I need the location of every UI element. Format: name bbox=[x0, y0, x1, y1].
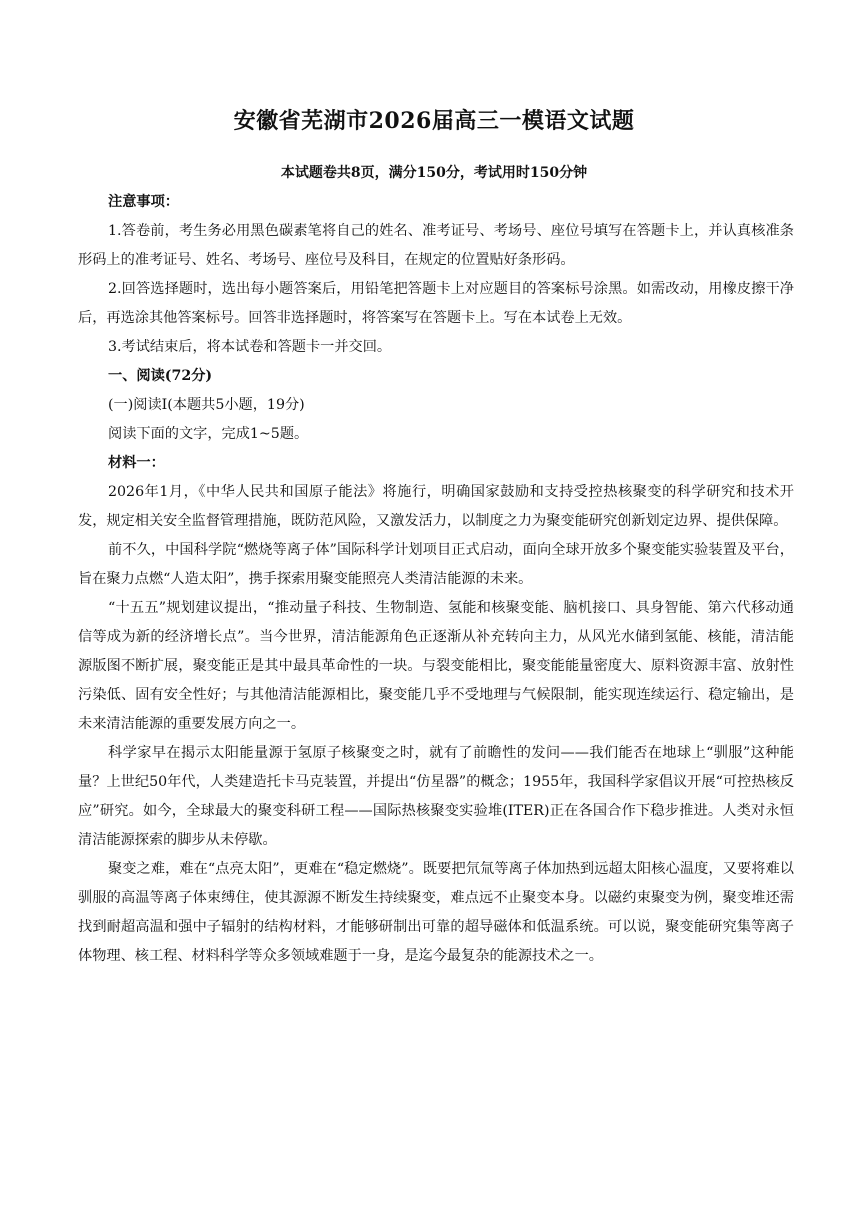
exam-title: 安徽省芜湖市2026届高三一模语文试题 bbox=[233, 108, 635, 134]
notice-item-2: 2.回答选择题时，选出每小题答案后，用铅笔把答题卡上对应题目的答案标号涂黑。如需改动，用橡皮擦干净后，再选涂其他答案标号。回答非选择题时，将答案写在答题卡上。写在本试卷上无效。 bbox=[78, 281, 794, 326]
exam-subtitle: 本试题卷共8页，满分150分，考试用时150分钟 bbox=[280, 165, 588, 181]
notice-heading: 注意事项： bbox=[108, 194, 179, 210]
notice-item-1: 1.答卷前，考生务必用黑色碳素笔将自己的姓名、准考证号、考场号、座位号填写在答题卡上，并认真核准条形码上的准考证号、姓名、考场号、座位号及科目，在规定的位置贴好条形码。 bbox=[78, 223, 794, 268]
exam-content bbox=[78, 188, 794, 971]
material-label: 材料一： bbox=[108, 455, 165, 471]
section-heading: 一、阅读(72分) bbox=[108, 368, 213, 384]
material-paragraph-5: 聚变之难，难在“点亮太阳”，更难在“稳定燃烧”。既要把氘氚等离子体加热到远超太阳核心温度，又要将难以驯服的高温等离子体束缚住，使其源源不断发生持续聚变，难点远不止聚变本身。以磁约束聚变为例，聚变堆还需找到耐超高温和强中子辐射的结构材料，才能够研制出可靠的超导磁体和低温系统。可以说，聚变能研究集等离子体物理、核工程、材料科学等众多领域难题于一身，是迄今最复杂的能源技术之一。 bbox=[78, 861, 794, 964]
material-paragraph-1: 2026年1月，《中华人民共和国原子能法》将施行，明确国家鼓励和支持受控热核聚变的科学研究和技术开发，规定相关安全监督管理措施，既防范风险，又激发活力，以制度之力为聚变能研究创新划定边界、提供保障。 bbox=[78, 484, 794, 529]
material-paragraph-3: “十五五”规划建议提出，“推动量子科技、生物制造、氢能和核聚变能、脑机接口、具身智能、第六代移动通信等成为新的经济增长点”。当今世界，清洁能源角色正逐渐从补充转向主力，从风光水储到氢能、核能，清洁能源版图不断扩展，聚变能正是其中最具革命性的一块。与裂变能相比，聚变能能量密度大、原料资源丰富、放射性污染低、固有安全性好；与其他清洁能源相比，聚变能几乎不受地理与气候限制，能实现连续运行、稳定输出，是未来清洁能源的重要发展方向之一。 bbox=[78, 600, 794, 732]
section-instruction: 阅读下面的文字，完成1~5题。 bbox=[108, 426, 309, 442]
material-paragraph-2: 前不久，中国科学院“燃烧等离子体”国际科学计划项目正式启动，面向全球开放多个聚变能实验装置及平台，旨在聚力点燃“人造太阳”，携手探索用聚变能照亮人类清洁能源的未来。 bbox=[78, 542, 794, 587]
notice-item-3: 3.考试结束后，将本试卷和答题卡一并交回。 bbox=[108, 339, 392, 355]
material-paragraph-4: 科学家早在揭示太阳能量源于氢原子核聚变之时，就有了前瞻性的发问——我们能否在地球上“驯服”这种能量？上世纪50年代，人类建造托卡马克装置，并提出“仿星器”的概念；1955年，我国科学家倡议开展“可控热核反应”研究。如今，全球最大的聚变科研工程——国际热核聚变实验堆(ITER)正在各国合作下稳步推进。人类对永恒清洁能源探索的脚步从未停歇。 bbox=[78, 745, 794, 848]
section-subheading: (一)阅读I(本题共5小题，19分) bbox=[108, 397, 305, 413]
